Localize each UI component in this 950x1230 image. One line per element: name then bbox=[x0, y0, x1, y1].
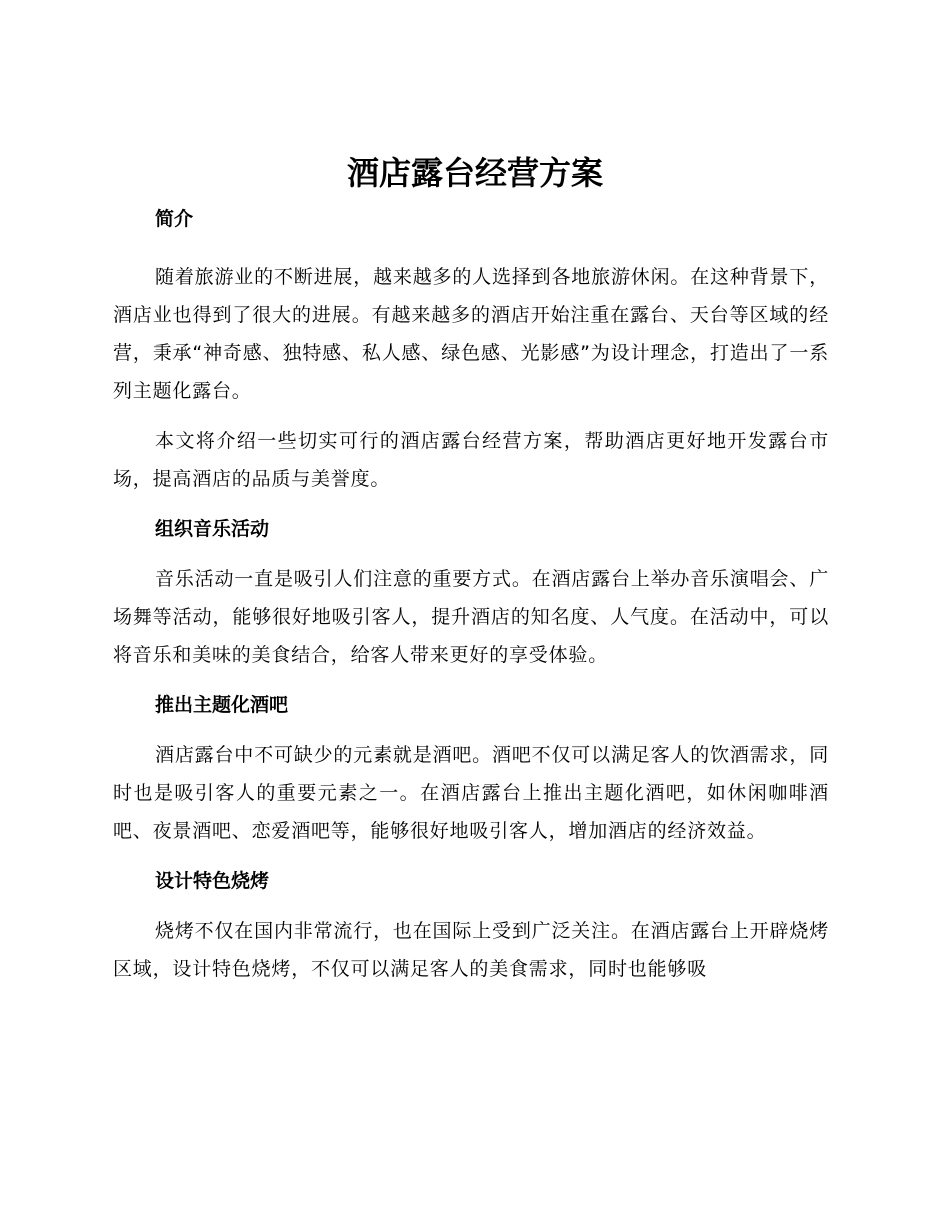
paragraph: 酒店露台中不可缺少的元素就是酒吧。酒吧不仅可以满足客人的饮酒需求，同时也是吸引客人的重要元素之一。在酒店露台上推出主题化酒吧，如休闲咖啡酒吧、夜景酒吧、恋爱酒吧等，能够很好地吸引客人，增加酒店的经济效益。 bbox=[113, 744, 829, 842]
section-heading-bbq: 设计特色烧烤 bbox=[155, 870, 270, 892]
paragraph: 烧烤不仅在国内非常流行，也在国际上受到广泛关注。在酒店露台上开辟烧烤区域，设计特色烧烤，不仅可以满足客人的美食需求，同时也能够吸 bbox=[113, 920, 829, 980]
paragraph: 本文将介绍一些切实可行的酒店露台经营方案，帮助酒店更好地开发露台市场，提高酒店的品质与美誉度。 bbox=[113, 430, 829, 490]
section-heading-music: 组织音乐活动 bbox=[155, 518, 270, 540]
paragraph: 随着旅游业的不断进展，越来越多的人选择到各地旅游休闲。在这种背景下，酒店业也得到了很大的进展。有越来越多的酒店开始注重在露台、天台等区域的经营，秉承“神奇感、独特感、私人感、绿色感、光影感”为设计理念，打造出了一系列主题化露台。 bbox=[113, 266, 829, 402]
section-heading-bar: 推出主题化酒吧 bbox=[155, 694, 289, 716]
document-title: 酒店露台经营方案 bbox=[346, 154, 603, 192]
paragraph: 音乐活动一直是吸引人们注意的重要方式。在酒店露台上举办音乐演唱会、广场舞等活动，能够很好地吸引客人，提升酒店的知名度、人气度。在活动中，可以将音乐和美味的美食结合，给客人带来更好的享受体验。 bbox=[113, 568, 829, 666]
section-heading-intro: 简介 bbox=[155, 208, 194, 230]
document-body bbox=[113, 200, 829, 988]
